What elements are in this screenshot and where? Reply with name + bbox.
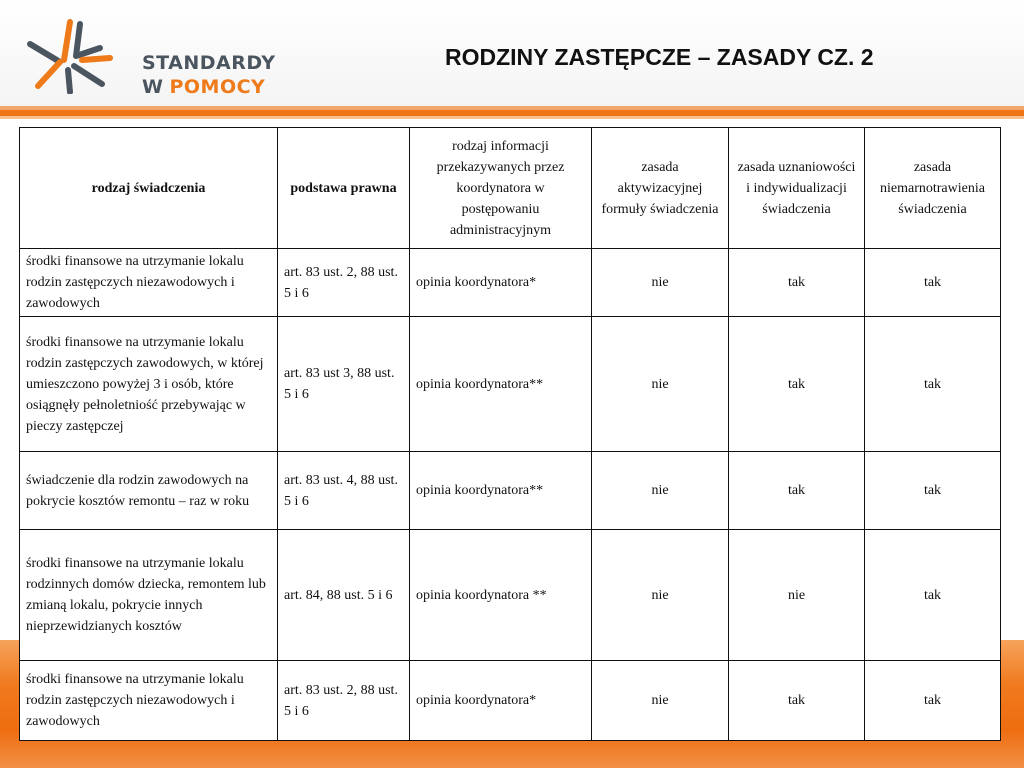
cell-uznaniowosc: nie: [729, 530, 865, 661]
benefits-table: [19, 127, 1001, 741]
cell-aktywizacja: nie: [592, 661, 729, 741]
table-row: [20, 530, 1001, 661]
cell-niemarnotrawienie: tak: [865, 661, 1001, 741]
table-row: [20, 452, 1001, 530]
logo-text-w-pomocy: [142, 76, 265, 98]
cell-informacja: opinia koordynatora**: [410, 452, 592, 530]
header-zasada-uznaniowosci: zasada uznaniowości i indywidualizacji świadczenia: [729, 128, 865, 249]
cell-niemarnotrawienie: tak: [865, 530, 1001, 661]
cell-informacja: opinia koordynatora*: [410, 661, 592, 741]
cell-podstawa: art. 83 ust 3, 88 ust. 5 i 6: [278, 317, 410, 452]
slide-header: [0, 0, 1024, 108]
cell-niemarnotrawienie: tak: [865, 249, 1001, 317]
cell-uznaniowosc: tak: [729, 249, 865, 317]
header-stripe: [0, 116, 1024, 119]
logo-star-icon: [24, 18, 134, 94]
cell-podstawa: art. 83 ust. 2, 88 ust. 5 i 6: [278, 661, 410, 741]
cell-informacja: opinia koordynatora**: [410, 317, 592, 452]
header-podstawa-prawna: podstawa prawna: [278, 128, 410, 249]
cell-uznaniowosc: tak: [729, 317, 865, 452]
logo: [24, 18, 276, 98]
table-row: [20, 661, 1001, 741]
cell-informacja: opinia koordynatora **: [410, 530, 592, 661]
cell-rodzaj: środki finansowe na utrzymanie lokalu rodzin zastępczych zawodowych, w której umieszczono powyżej 3 i osób, które osiągnęły pełnoletniość przebywając w pieczy zastępczej: [20, 317, 278, 452]
header-zasada-aktywizacyjnej: zasada aktywizacyjnej formuły świadczenia: [592, 128, 729, 249]
cell-aktywizacja: nie: [592, 452, 729, 530]
cell-rodzaj: środki finansowe na utrzymanie lokalu rodzin zastępczych niezawodowych i zawodowych: [20, 661, 278, 741]
logo-text-standardy: STANDARDY: [142, 52, 276, 74]
header-zasada-niemarnotrawienia: zasada niemarnotrawienia świadczenia: [865, 128, 1001, 249]
cell-rodzaj: środki finansowe na utrzymanie lokalu rodzin zastępczych niezawodowych i zawodowych: [20, 249, 278, 317]
cell-niemarnotrawienie: tak: [865, 452, 1001, 530]
table-row: [20, 249, 1001, 317]
cell-aktywizacja: nie: [592, 249, 729, 317]
cell-aktywizacja: nie: [592, 317, 729, 452]
header-rodzaj-swiadczenia: rodzaj świadczenia: [20, 128, 278, 249]
cell-podstawa: art. 83 ust. 2, 88 ust. 5 i 6: [278, 249, 410, 317]
cell-podstawa: art. 83 ust. 4, 88 ust. 5 i 6: [278, 452, 410, 530]
header-rodzaj-informacji: rodzaj informacji przekazywanych przez koordynatora w postępowaniu administracyjnym: [410, 128, 592, 249]
cell-rodzaj: środki finansowe na utrzymanie lokalu rodzinnych domów dziecka, remontem lub zmianą lokalu, pokrycie innych nieprzewidzianych kosztów: [20, 530, 278, 661]
table-header-row: [20, 128, 1001, 249]
cell-uznaniowosc: tak: [729, 661, 865, 741]
cell-aktywizacja: nie: [592, 530, 729, 661]
cell-podstawa: art. 84, 88 ust. 5 i 6: [278, 530, 410, 661]
logo-text-w: W: [142, 76, 164, 98]
table-row: [20, 317, 1001, 452]
cell-niemarnotrawienie: tak: [865, 317, 1001, 452]
cell-informacja: opinia koordynatora*: [410, 249, 592, 317]
cell-uznaniowosc: tak: [729, 452, 865, 530]
logo-text-pomocy: POMOCY: [169, 76, 266, 98]
cell-rodzaj: świadczenie dla rodzin zawodowych na pokrycie kosztów remontu – raz w roku: [20, 452, 278, 530]
page-title: RODZINY ZASTĘPCZE – ZASADY CZ. 2: [445, 44, 874, 70]
